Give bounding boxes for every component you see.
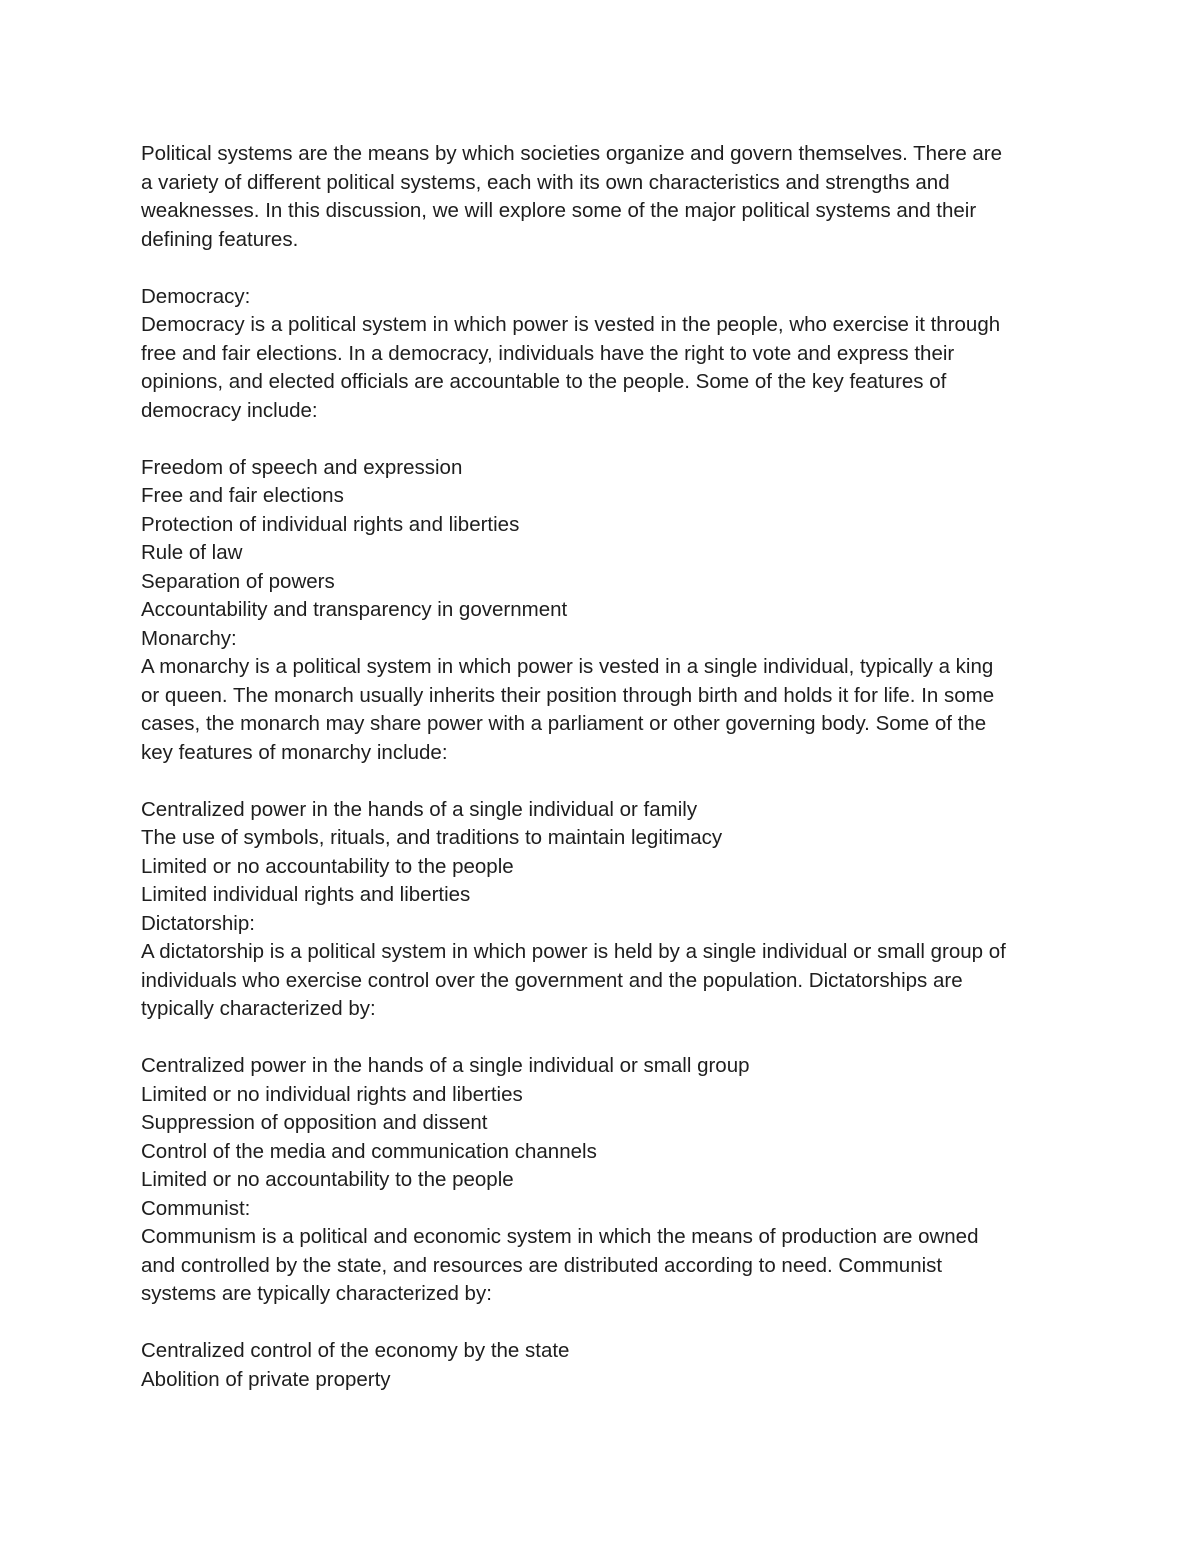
- feature-item: Control of the media and communication channels: [141, 1139, 597, 1163]
- section-heading: Monarchy:: [141, 626, 237, 650]
- section-heading: Dictatorship:: [141, 911, 255, 935]
- document-page: [141, 140, 1071, 1394]
- feature-item: Limited or no accountability to the people: [141, 1168, 514, 1191]
- text-line: and controlled by the state, and resources are distributed according to need. Communist: [141, 1253, 943, 1277]
- feature-item: Limited or no individual rights and liberties: [141, 1082, 523, 1106]
- feature-item: Centralized power in the hands of a single individual or small group: [141, 1054, 750, 1077]
- feature-item: Rule of law: [141, 541, 243, 564]
- feature-list: [141, 796, 1071, 910]
- text-line: a variety of different political systems, each with its own characteristics and strengths and: [141, 170, 950, 194]
- text-line: Democracy is a political system in which power is vested in the people, who exercise it through: [141, 313, 1001, 336]
- text-line: democracy include:: [141, 398, 318, 422]
- feature-list: [141, 1337, 1071, 1394]
- text-line: or queen. The monarch usually inherits their position through birth and holds it for life. In some: [141, 683, 995, 707]
- feature-item: Limited or no accountability to the people: [141, 854, 514, 878]
- section-paragraph: [141, 1223, 1071, 1309]
- blank-line: [141, 1024, 1071, 1053]
- intro-paragraph: [141, 140, 1071, 254]
- text-line: Communism is a political and economic system in which the means of production are owned: [141, 1225, 979, 1248]
- feature-item: Centralized control of the economy by the state: [141, 1339, 570, 1362]
- text-line: typically characterized by:: [141, 997, 376, 1020]
- feature-item: Separation of powers: [141, 569, 335, 593]
- text-line: cases, the monarch may share power with a parliament or other governing body. Some of the: [141, 712, 987, 735]
- section-communist: [141, 1195, 1071, 1395]
- feature-list: [141, 1052, 1071, 1195]
- section-paragraph: [141, 653, 1071, 767]
- section-dictatorship: [141, 910, 1071, 1195]
- blank-line: [141, 254, 1071, 283]
- section-heading: Democracy:: [141, 284, 251, 308]
- text-line: A monarchy is a political system in which power is vested in a single individual, typically a king: [141, 655, 994, 678]
- text-line: free and fair elections. In a democracy, individuals have the right to vote and express their: [141, 341, 955, 365]
- text-line: individuals who exercise control over the government and the population. Dictatorships are: [141, 968, 963, 992]
- section-monarchy: [141, 625, 1071, 910]
- blank-line: [141, 425, 1071, 454]
- section-heading: Communist:: [141, 1196, 251, 1220]
- feature-item: Centralized power in the hands of a single individual or family: [141, 797, 698, 821]
- feature-item: Limited individual rights and liberties: [141, 883, 471, 906]
- feature-item: The use of symbols, rituals, and traditions to maintain legitimacy: [141, 826, 723, 849]
- text-line: weaknesses. In this discussion, we will explore some of the major political systems and their: [141, 199, 977, 222]
- text-line: A dictatorship is a political system in which power is held by a single individual or small group of: [141, 940, 1006, 963]
- feature-item: Free and fair elections: [141, 484, 344, 507]
- section-democracy: [141, 283, 1071, 625]
- feature-item: Freedom of speech and expression: [141, 455, 463, 479]
- text-line: opinions, and elected officials are accountable to the people. Some of the key features of: [141, 370, 947, 393]
- section-paragraph: [141, 938, 1071, 1024]
- blank-line: [141, 1309, 1071, 1338]
- text-line: defining features.: [141, 227, 299, 251]
- blank-line: [141, 767, 1071, 796]
- feature-list: [141, 454, 1071, 625]
- text-line: systems are typically characterized by:: [141, 1282, 492, 1305]
- section-paragraph: [141, 311, 1071, 425]
- feature-item: Protection of individual rights and liberties: [141, 512, 520, 536]
- feature-item: Accountability and transparency in government: [141, 598, 568, 621]
- feature-item: Suppression of opposition and dissent: [141, 1111, 488, 1134]
- feature-item: Abolition of private property: [141, 1367, 391, 1391]
- text-line: key features of monarchy include:: [141, 740, 448, 764]
- text-line: Political systems are the means by which societies organize and govern themselves. There are: [141, 142, 1003, 165]
